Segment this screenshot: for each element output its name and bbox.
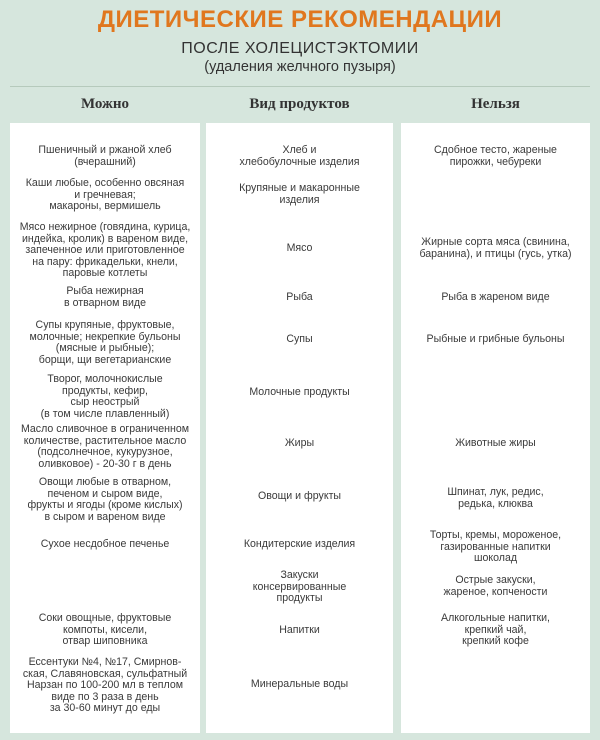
row-grains-product: Крупяные и макаронные изделия <box>239 182 360 206</box>
row-vegetables-product: Овощи и фрукты <box>257 490 342 502</box>
row-dairy-allowed: Творог, молочнокислые продукты, кефир, сыр неострый (в том числе плавленный) <box>40 373 170 420</box>
subtitle-line-1: ПОСЛЕ ХОЛЕЦИСТЭКТОМИИ <box>181 40 419 57</box>
row-snacks-forbidden: Острые закуски, жареное, копчености <box>443 574 548 598</box>
page-title: ДИЕТИЧЕСКИЕ РЕКОМЕНДАЦИИ <box>97 6 503 33</box>
row-fats-product: Жиры <box>284 437 315 449</box>
row-confectionery-product: Кондитерские изделия <box>243 538 356 550</box>
row-fish-product: Рыба <box>286 291 313 303</box>
row-fish-forbidden: Рыба в жареном виде <box>441 291 550 303</box>
header-allowed: Можно <box>80 96 130 112</box>
row-drinks-allowed: Соки овощные, фруктовые компоты, кисели, отвар шиповника <box>38 612 172 647</box>
row-vegetables-allowed: Овощи любые в отварном, печеном и сыром виде, фрукты и ягоды (кроме кислых) в сыром и вареном виде <box>27 476 183 523</box>
header-forbidden: Нельзя <box>471 96 520 112</box>
row-drinks-product: Напитки <box>279 624 320 636</box>
row-bread-forbidden: Сдобное тесто, жареные пирожки, чебуреки <box>434 144 557 168</box>
row-meat-forbidden: Жирные сорта мяса (свинина, баранина), и птицы (гусь, утка) <box>419 236 572 260</box>
header-product-type: Вид продуктов <box>249 96 350 112</box>
row-drinks-forbidden: Алкогольные напитки, крепкий чай, крепкий кофе <box>441 612 550 647</box>
row-fats-forbidden: Животные жиры <box>455 437 536 449</box>
row-soups-allowed: Супы крупяные, фруктовые, молочные; некрепкие бульоны (мясные и рыбные); борщи, щи вегетарианские <box>29 319 181 366</box>
row-confectionery-forbidden: Торты, кремы, мороженое, газированные напитки шоколад <box>429 529 562 564</box>
row-mineral-water-allowed: Ессентуки №4, №17, Смирнов- ская, Славяновская, сульфатный Нарзан по 100-200 мл в теплом виде по 3 раза в день за 30-60 минут до еды <box>22 656 188 714</box>
row-snacks-product: Закуски консервированные продукты <box>252 569 347 604</box>
row-dairy-product: Молочные продукты <box>249 386 350 398</box>
row-grains-allowed: Каши любые, особенно овсяная и гречневая; макароны, вермишель <box>25 177 185 212</box>
row-fats-allowed: Масло сливочное в ограниченном количестве, растительное масло (подсолнечное, кукурузное, оливковое) - 20-30 г в день <box>20 423 190 470</box>
row-meat-allowed: Мясо нежирное (говядина, курица, индейка, кролик) в вареном виде, запеченное или приготовленное на пару: фрикадельки, кнели, паровые котлеты <box>19 221 191 279</box>
row-soups-forbidden: Рыбные и грибные бульоны <box>426 333 565 345</box>
row-bread-allowed: Пшеничный и ржаной хлеб (вчерашний) <box>38 144 172 168</box>
row-meat-product: Мясо <box>286 242 313 254</box>
row-mineral-water-product: Минеральные воды <box>250 678 349 690</box>
row-bread-product: Хлеб и хлебобулочные изделия <box>239 144 360 168</box>
row-fish-allowed: Рыба нежирная в отварном виде <box>64 285 146 309</box>
row-vegetables-forbidden: Шпинат, лук, редис, редька, клюква <box>447 486 544 510</box>
subtitle-line-2: (удаления желчного пузыря) <box>204 59 396 75</box>
row-soups-product: Супы <box>286 333 313 345</box>
column-product-type <box>206 123 393 733</box>
row-confectionery-allowed: Сухое несдобное печенье <box>40 538 170 550</box>
